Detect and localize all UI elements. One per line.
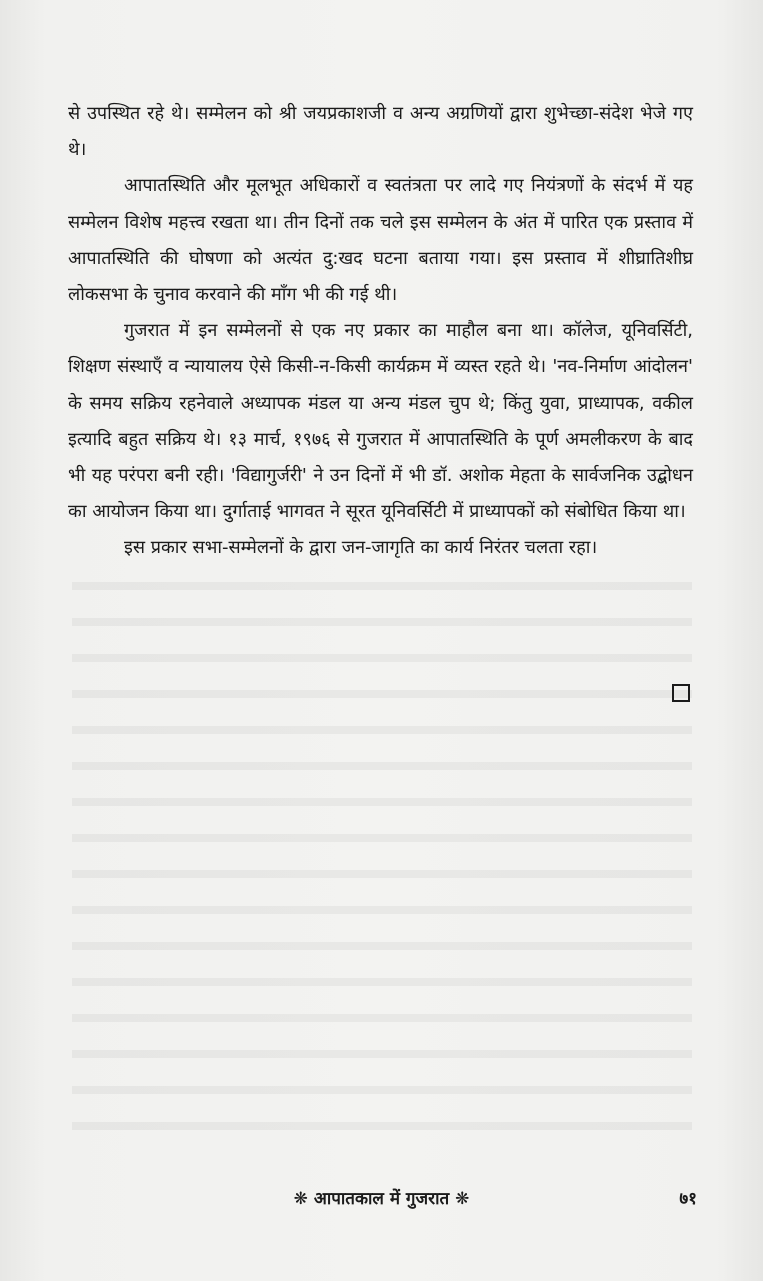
reverse-side-show-through <box>72 560 692 1150</box>
page-number: ७१ <box>679 1189 697 1209</box>
body-text <box>68 96 693 567</box>
paragraph-1: से उपस्थित रहे थे। सम्मेलन को श्री जयप्रकाशजी व अन्य अग्रणियों द्वारा शुभेच्छा-संदेश भेजे गए थे। <box>68 103 693 161</box>
paragraph-2: आपातस्थिति और मूलभूत अधिकारों व स्वतंत्रता पर लादे गए नियंत्रणों के संदर्भ में यह सम्मेलन विशेष महत्त्व रखता था। तीन दिनों तक चले इस सम्मेलन के अंत में पारित एक प्रस्ताव में आपातस्थिति की घोषणा को अत्यंत दु:खद घटना बताया गया। इस प्रस्ताव में शीघ्रातिशीघ्र लोकसभा के चुनाव करवाने की माँग भी की गई थी। <box>68 175 693 306</box>
paragraph-3: गुजरात में इन सम्मेलनों से एक नए प्रकार का माहौल बना था। कॉलेज, यूनिवर्सिटी, शिक्षण संस्थाएँ व न्यायालय ऐसे किसी-न-किसी कार्यक्रम में व्यस्त रहते थे। 'नव-निर्माण आंदोलन' के समय सक्रिय रहनेवाले अध्यापक मंडल या अन्य मंडल चुप थे; किंतु युवा, प्राध्यापक, वकील इत्यादि बहुत सक्रिय थे। १३ मार्च, १९७६ से गुजरात में आपातस्थिति के पूर्ण अमलीकरण के बाद भी यह परंपरा बनी रही। 'विद्यागुर्जरी' ने उन दिनों में भी डॉ. अशोक मेहता के सार्वजनिक उद्बोधन का आयोजन किया था। दुर्गाताई भागवत ने सूरत यूनिवर्सिटी में प्राध्यापकों को संबोधित किया था। <box>68 320 693 523</box>
square-end-mark-icon <box>672 684 690 702</box>
running-footer-title: ❋ आपातकाल में गुजरात ❋ <box>293 1189 470 1209</box>
paragraph-4: इस प्रकार सभा-सम्मेलनों के द्वारा जन-जागृति का कार्य निरंतर चलता रहा। <box>124 537 598 559</box>
